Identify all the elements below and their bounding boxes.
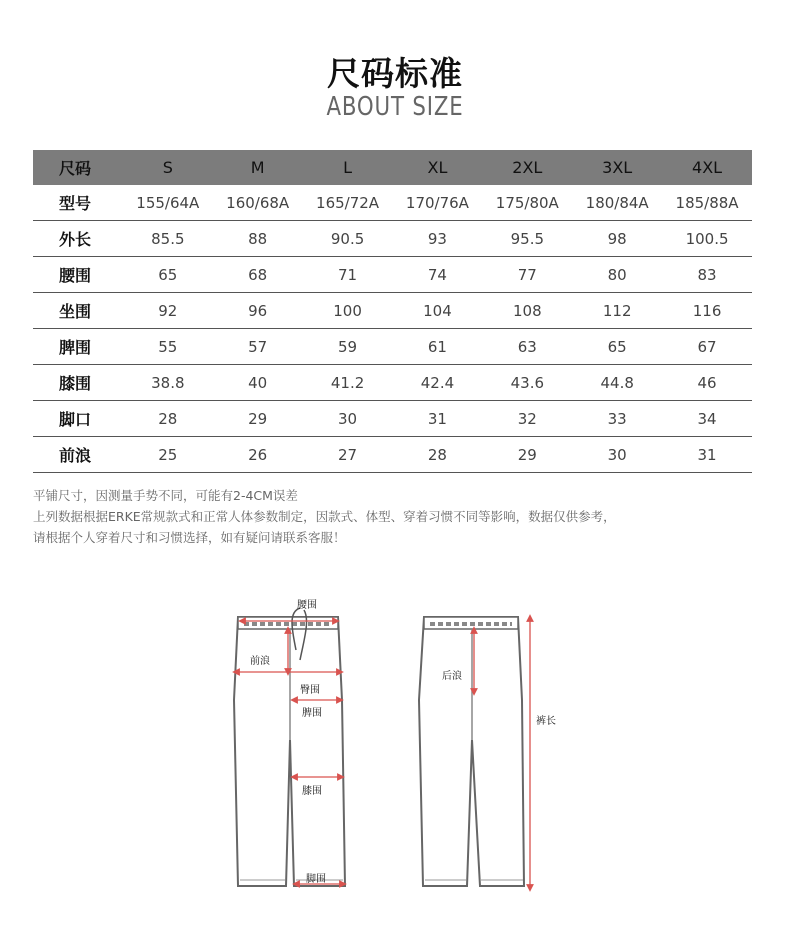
value-cell: 93 bbox=[393, 221, 483, 257]
header-cell: 4XL bbox=[662, 150, 752, 185]
header-cell: S bbox=[123, 150, 213, 185]
table-row bbox=[33, 329, 752, 365]
note-line: 平铺尺寸，因测量手势不同，可能有2-4CM误差 bbox=[33, 488, 298, 503]
row-label-cell: 型号 bbox=[33, 185, 123, 221]
size-table bbox=[33, 150, 752, 473]
header-cell: L bbox=[303, 150, 393, 185]
value-cell: 67 bbox=[662, 329, 752, 365]
value-cell: 28 bbox=[123, 401, 213, 437]
row-label-cell: 外长 bbox=[33, 221, 123, 257]
back-pants-illustration bbox=[419, 617, 524, 886]
page-title: 尺码标准 bbox=[327, 54, 463, 93]
row-label-cell: 腰围 bbox=[33, 257, 123, 293]
page-subtitle: ABOUT SIZE bbox=[326, 92, 464, 122]
value-cell: 38.8 bbox=[123, 365, 213, 401]
value-cell: 31 bbox=[662, 437, 752, 473]
value-cell: 40 bbox=[213, 365, 303, 401]
row-label-cell: 前浪 bbox=[33, 437, 123, 473]
front-pants-illustration bbox=[234, 608, 345, 886]
row-label-cell: 坐围 bbox=[33, 293, 123, 329]
value-cell: 74 bbox=[393, 257, 483, 293]
value-cell: 32 bbox=[482, 401, 572, 437]
header-cell: 3XL bbox=[572, 150, 662, 185]
value-cell: 185/88A bbox=[662, 185, 752, 221]
value-cell: 29 bbox=[213, 401, 303, 437]
value-cell: 116 bbox=[662, 293, 752, 329]
table-row bbox=[33, 185, 752, 221]
label-front-rise: 前浪 bbox=[250, 656, 270, 667]
header-cell: 2XL bbox=[482, 150, 572, 185]
value-cell: 100.5 bbox=[662, 221, 752, 257]
value-cell: 77 bbox=[482, 257, 572, 293]
header-cell: M bbox=[213, 150, 303, 185]
table-row bbox=[33, 293, 752, 329]
label-length: 裤长 bbox=[536, 716, 556, 727]
value-cell: 33 bbox=[572, 401, 662, 437]
value-cell: 96 bbox=[213, 293, 303, 329]
value-cell: 25 bbox=[123, 437, 213, 473]
table-row bbox=[33, 365, 752, 401]
value-cell: 27 bbox=[303, 437, 393, 473]
value-cell: 34 bbox=[662, 401, 752, 437]
value-cell: 100 bbox=[303, 293, 393, 329]
label-back-rise: 后浪 bbox=[442, 671, 462, 682]
label-waist: 腰围 bbox=[297, 600, 317, 611]
row-label-cell: 脾围 bbox=[33, 329, 123, 365]
value-cell: 41.2 bbox=[303, 365, 393, 401]
value-cell: 31 bbox=[393, 401, 483, 437]
value-cell: 68 bbox=[213, 257, 303, 293]
value-cell: 180/84A bbox=[572, 185, 662, 221]
value-cell: 65 bbox=[123, 257, 213, 293]
value-cell: 165/72A bbox=[303, 185, 393, 221]
value-cell: 63 bbox=[482, 329, 572, 365]
value-cell: 85.5 bbox=[123, 221, 213, 257]
value-cell: 43.6 bbox=[482, 365, 572, 401]
value-cell: 29 bbox=[482, 437, 572, 473]
value-cell: 65 bbox=[572, 329, 662, 365]
value-cell: 28 bbox=[393, 437, 483, 473]
note-line: 请根据个人穿着尺寸和习惯选择，如有疑问请联系客服！ bbox=[33, 530, 346, 545]
value-cell: 88 bbox=[213, 221, 303, 257]
label-hem: 脚围 bbox=[306, 874, 326, 885]
label-hip: 臀围 bbox=[300, 685, 320, 696]
value-cell: 95.5 bbox=[482, 221, 572, 257]
table-row bbox=[33, 437, 752, 473]
value-cell: 26 bbox=[213, 437, 303, 473]
table-row bbox=[33, 257, 752, 293]
value-cell: 80 bbox=[572, 257, 662, 293]
value-cell: 59 bbox=[303, 329, 393, 365]
value-cell: 170/76A bbox=[393, 185, 483, 221]
label-thigh: 脾围 bbox=[302, 708, 322, 719]
value-cell: 44.8 bbox=[572, 365, 662, 401]
note-line: 上列数据根据ERKE常规款式和正常人体参数制定，因款式、体型、穿着习惯不同等影响，数据仅供参考， bbox=[33, 509, 616, 524]
value-cell: 46 bbox=[662, 365, 752, 401]
header-cell: 尺码 bbox=[33, 150, 123, 185]
measurement-diagram bbox=[0, 590, 790, 900]
label-knee: 膝围 bbox=[302, 786, 322, 797]
value-cell: 30 bbox=[572, 437, 662, 473]
value-cell: 98 bbox=[572, 221, 662, 257]
value-cell: 92 bbox=[123, 293, 213, 329]
value-cell: 108 bbox=[482, 293, 572, 329]
value-cell: 112 bbox=[572, 293, 662, 329]
row-label-cell: 膝围 bbox=[33, 365, 123, 401]
table-row bbox=[33, 221, 752, 257]
value-cell: 61 bbox=[393, 329, 483, 365]
size-notes bbox=[33, 485, 616, 548]
value-cell: 104 bbox=[393, 293, 483, 329]
value-cell: 55 bbox=[123, 329, 213, 365]
value-cell: 57 bbox=[213, 329, 303, 365]
table-header-row bbox=[33, 150, 752, 185]
value-cell: 155/64A bbox=[123, 185, 213, 221]
value-cell: 90.5 bbox=[303, 221, 393, 257]
value-cell: 71 bbox=[303, 257, 393, 293]
table-row bbox=[33, 401, 752, 437]
header-cell: XL bbox=[393, 150, 483, 185]
value-cell: 30 bbox=[303, 401, 393, 437]
value-cell: 175/80A bbox=[482, 185, 572, 221]
row-label-cell: 脚口 bbox=[33, 401, 123, 437]
value-cell: 83 bbox=[662, 257, 752, 293]
value-cell: 160/68A bbox=[213, 185, 303, 221]
value-cell: 42.4 bbox=[393, 365, 483, 401]
